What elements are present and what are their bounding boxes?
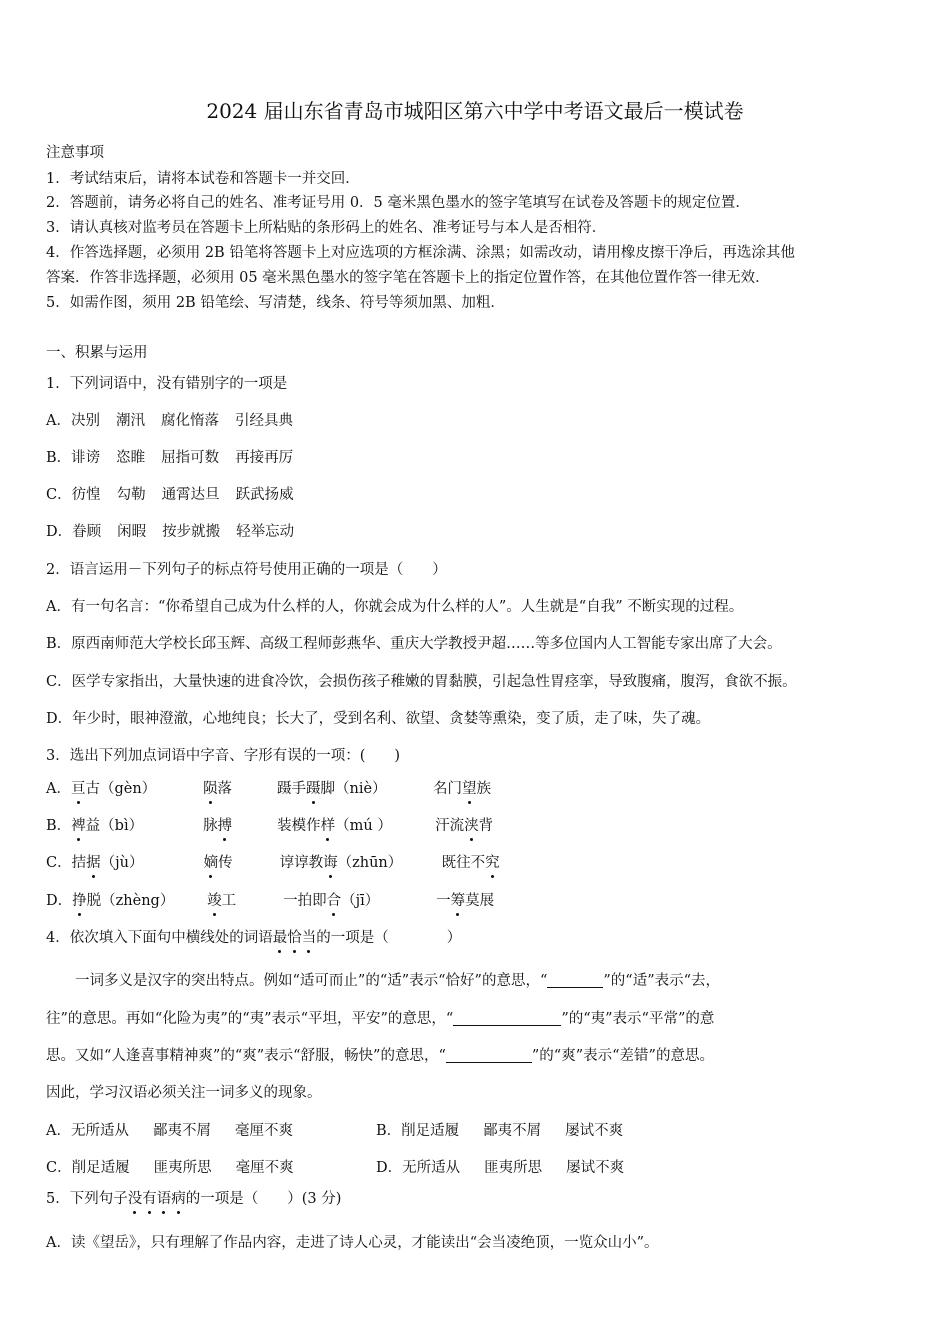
question-5-option-a: A．读《望岳》，只有理解了作品内容，走进了诗人心灵，才能读出“会当凌绝顶，一览众山小”。 — [46, 1235, 659, 1251]
question-4-paragraph-line: 思。又如“人逢喜事精神爽”的“爽”表示“舒服，畅快”的意思，“ ”的“爽”表示“差错”的意思。 — [46, 1048, 714, 1064]
question-3-option-a: A．亘古（gèn） 陨落 蹑手蹑脚（niè） 名门望族 — [46, 781, 491, 797]
question-3-option-b: B．裨益（bì） 脉搏 装模作样（mú ） 汗流浃背 — [46, 818, 494, 834]
question-4-paragraph-line: 因此，学习汉语必须关注一词多义的现象。 — [46, 1085, 322, 1101]
question-2-option-a: A．有一句名言：“你希望自己成为什么样的人，你就会成为什么样的人”。人生就是“自我” 不断实现的过程。 — [46, 599, 744, 615]
question-4-paragraph-line: 往”的意思。再如“化险为夷”的“夷”表示“平坦，平安”的意思，“ ”的“夷”表示“平常”的意 — [46, 1011, 715, 1027]
question-2-option-b: B．原西南师范大学校长邱玉辉、高级工程师彭燕华、重庆大学教授尹超……等多位国内人工智能专家出席了大会。 — [46, 636, 782, 652]
emphasis-dotted: 最恰当 — [272, 930, 317, 946]
section-heading: 一、积累与运用 — [46, 345, 148, 361]
question-2-stem: 2．语言运用－下列句子的标点符号使用正确的一项是（ ） — [46, 562, 447, 578]
question-2-option-d: D．年少时，眼神澄澈，心地纯良；长大了，受到名利、欲望、贪婪等熏染，变了质，走了味，失了魂。 — [46, 711, 711, 727]
question-4-stem: 4．依次填入下面句中横线处的词语最恰当的一项是（ ） — [46, 930, 462, 946]
fill-blank[interactable] — [446, 1048, 532, 1063]
question-3-option-c: C．拮据（jù） 嫡传 谆谆教诲（zhūn） 既往不究 — [46, 855, 500, 871]
question-1-stem: 1．下列词语中，没有错别字的一项是 — [46, 376, 288, 392]
question-3-stem: 3．选出下列加点词语中字音、字形有误的一项：( ) — [46, 748, 401, 764]
question-2-option-c: C．医学专家指出，大量快速的进食冷饮，会损伤孩子稚嫩的胃黏膜，引起急性胃痉挛，导致腹痛，腹泻，食欲不振。 — [46, 674, 797, 690]
question-1-option-b: B．诽谤 恣睢 屈指可数 再接再厉 — [46, 450, 294, 466]
question-1-option-c: C．彷惶 勾勒 通霄达旦 跃武扬威 — [46, 487, 294, 503]
notice-item: 2．答题前，请务必将自己的姓名、准考证号用 0．5 毫米黑色墨水的签字笔填写在试卷及答题卡的规定位置． — [46, 195, 750, 211]
notice-item: 5．如需作图，须用 2B 铅笔绘、写清楚，线条、符号等须加黑、加粗． — [46, 295, 505, 311]
fill-blank[interactable] — [547, 973, 603, 988]
question-1-option-d: D．眷顾 闲暇 按步就搬 轻举忘动 — [46, 524, 295, 540]
question-4-options-cd: C．削足适履 匪夷所思 毫厘不爽 D．无所适从 匪夷所思 屡试不爽 — [46, 1160, 625, 1176]
question-1-option-a: A．决别 潮汛 腐化惰落 引经具典 — [46, 413, 293, 429]
notice-item: 4．作答选择题，必须用 2B 铅笔将答题卡上对应选项的方框涂满、涂黑；如需改动，请用橡皮擦干净后，再选涂其他 — [46, 245, 795, 261]
notice-heading: 注意事项 — [46, 145, 104, 161]
question-5-stem: 5．下列句子没有语病的一项是（ ）(3 分) — [46, 1191, 342, 1207]
question-4-options-ab: A．无所适从 鄙夷不屑 毫厘不爽 B．削足适履 鄙夷不屑 屡试不爽 — [46, 1123, 624, 1139]
question-4-paragraph-line: 一词多义是汉字的突出特点。例如“适可而止”的“适”表示“恰好”的意思，“ ”的“适”表示“去， — [46, 973, 721, 989]
fill-blank[interactable] — [453, 1011, 561, 1026]
emphasis-dotted: 没有语病 — [127, 1191, 186, 1207]
notice-item: 3．请认真核对监考员在答题卡上所粘贴的条形码上的姓名、准考证号与本人是否相符． — [46, 220, 607, 236]
question-3-option-d: D．挣脱（zhèng） 竣工 一拍即合（jī） 一筹莫展 — [46, 893, 495, 909]
notice-item: 1．考试结束后，请将本试卷和答题卡一并交回． — [46, 171, 360, 187]
page-title: 2024 届山东省青岛市城阳区第六中学中考语文最后一模试卷 — [206, 99, 744, 123]
notice-item: 答案．作答非选择题，必须用 05 毫米黑色墨水的签字笔在答题卡上的指定位置作答，在其他位置作答一律无效． — [46, 270, 770, 286]
